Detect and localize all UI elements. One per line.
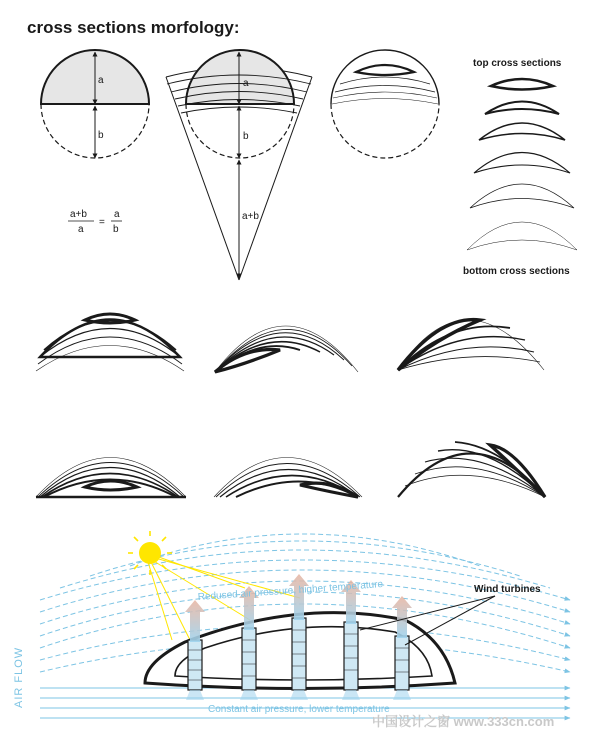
wind-turbines-label: Wind turbines xyxy=(474,584,541,595)
golden-ratio-formula xyxy=(68,209,122,235)
dome-variant-3 xyxy=(398,320,544,370)
cone-label-b: b xyxy=(243,131,249,142)
lower-airflow-label: Constant air pressure, lower temperature xyxy=(208,704,390,715)
label-b: b xyxy=(98,130,104,141)
cone-diagram xyxy=(166,50,312,280)
formula-den-right: b xyxy=(113,224,119,235)
section-stack xyxy=(463,58,577,277)
dome-variant-2 xyxy=(215,326,358,372)
dome-variant-4 xyxy=(36,458,186,498)
dome-variant-5 xyxy=(214,458,362,498)
formula-den-left: a xyxy=(78,224,84,235)
page-title: cross sections morfology: xyxy=(27,18,240,37)
cone-label-a-plus-b: a+b xyxy=(242,211,259,222)
formula-num-right: a xyxy=(114,209,120,220)
cone-label-a: a xyxy=(243,78,249,89)
bottom-sections-label: bottom cross sections xyxy=(463,266,570,277)
top-sections-label: top cross sections xyxy=(473,58,562,69)
formula-equals: = xyxy=(99,217,105,228)
watermark: 中国设计之窗 www.333cn.com xyxy=(372,714,555,729)
circle-diagram-ab xyxy=(41,50,149,158)
upper-airflow-label: Redused air pressure, higher temperature xyxy=(197,579,384,603)
lens-circle-diagram xyxy=(331,50,439,158)
formula-num-left: a+b xyxy=(70,209,87,220)
airflow-schematic xyxy=(13,531,570,718)
dome-variant-6 xyxy=(398,442,545,497)
dome-variant-1 xyxy=(36,314,184,371)
air-flow-side-label: AIR FLOW xyxy=(13,646,25,708)
label-a: a xyxy=(98,75,104,86)
